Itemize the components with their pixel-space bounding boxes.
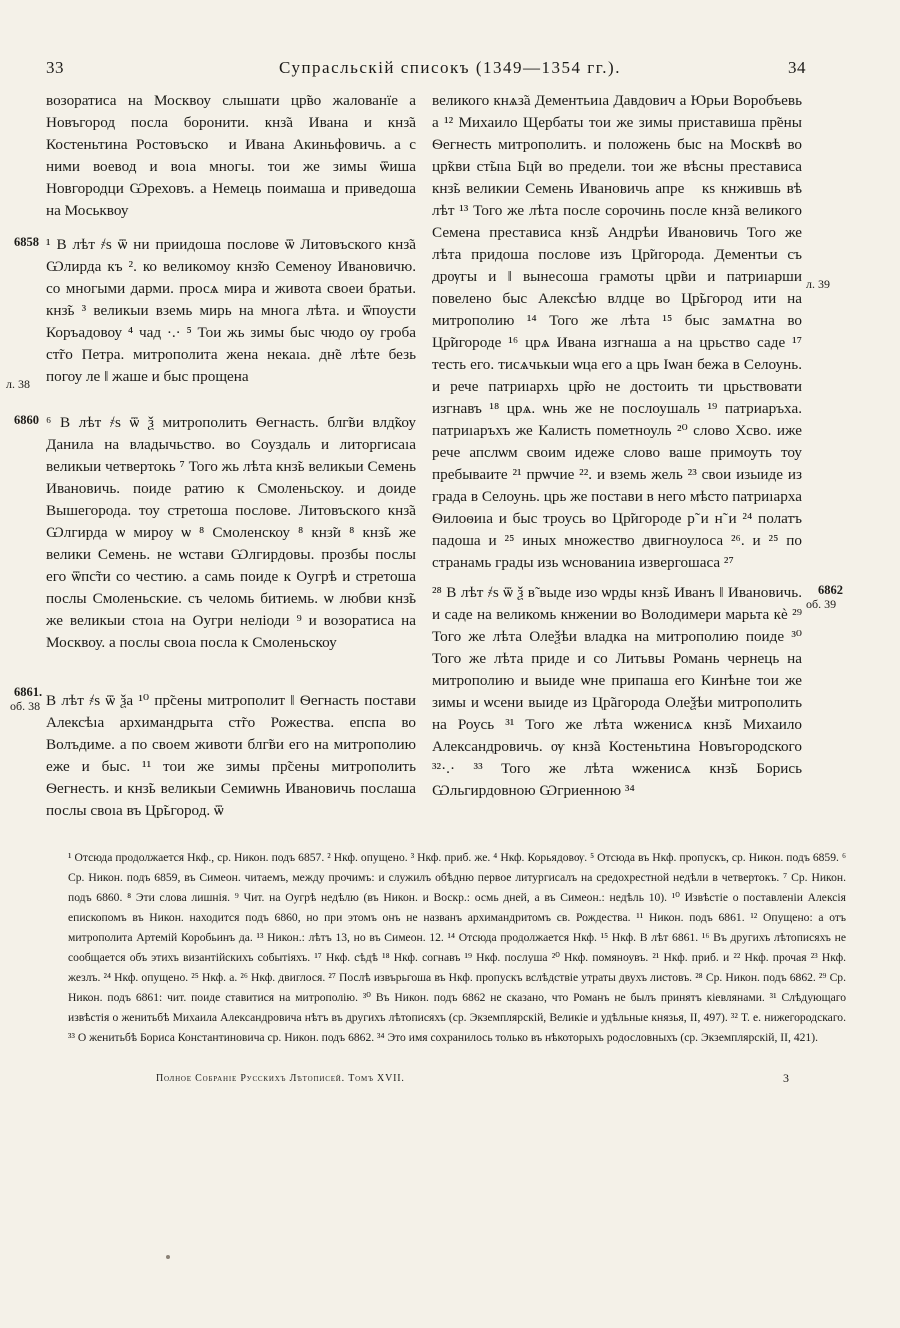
running-title: Супрасльскій списокъ (1349—1354 гг.). xyxy=(279,58,621,77)
footnotes: ¹ Отсюда продолжается Нкф., ср. Никон. подъ 6857. ² Нкф. опущено. ³ Нкф. приб. же. ⁴ Нкф. Корьядовѹ. ⁵ Отсюда въ Нкф. пропускъ, ср. Никон. подъ 6859. ⁶ Ср. Никон. подъ 6859, въ Симеон. читаемъ, между прочимъ: и служилъ обѣдню первое литургисалъ на средохрестной недѣли в четвертокъ. ⁷ Ср. Никон. подъ 6860. ⁸ Эти слова лишнія. ⁹ Чит. на Оугрѣ недѣлю (въ Никон. и Воскр.: осмь дней, а въ Симеон.: недѣль 10). ¹⁰ Извѣстіе о поставленіи Алексія епископомъ въ Никон. находится подъ 6860, но при этомъ онъ не названъ архимандритомъ св. Рождества. ¹¹ Никон. подъ 6861. ¹² Опущено: а отъ митрополита Артемій Коробьинъ да. ¹³ Никон.: лѣтъ 13, но въ Симеон. 12. ¹⁴ Отсюда продолжается Нкф. ¹⁵ Нкф. В лѣт 6861. ¹⁶ Въ другихъ лѣтописяхъ не сообщается объ этихъ византійскихъ событіяхъ. ¹⁷ Нкф. сѣдѣ ¹⁸ Нкф. согнавъ ¹⁹ Нкф. послуша ²⁰ Нкф. помяноувъ. ²¹ Нкф. приб. и ²² Нкф. прочая ²³ Нкф. жезлъ. ²⁴ Нкф. опущено. ²⁵ Нкф. а. ²⁶ Нкф. двиглося. ²⁷ Послѣ извърьгоша въ Нкф. пропускъ вслѣдствіе утраты двухъ листовъ. ²⁸ Ср. Никон. подъ 6862. ²⁹ Ср. Никон. подъ 6861: чит. поиде ставитися на митрополію. ³⁰ Въ Никон. подъ 6862 не сказано, что Романъ не былъ принятъ кіевлянами. ³¹ Слѣдующаго извѣстія о женитьбѣ Михаила Александровича нѣтъ въ другихъ лѣтописяхъ (ср. Экземплярскій, Великіе и удѣльные князья, II, 497). ³² Т. е. нижегородскаго. ³³ О женитьбѣ Бориса Константиновича ср. Никон. подъ 6862. ³⁴ Это имя сохранилось только въ нѣкоторыхъ родословныхъ (ср. Экземплярскій, II, 421). xyxy=(68,851,846,1044)
right-column xyxy=(432,90,802,574)
entry-6861 xyxy=(46,690,416,822)
paper-speck xyxy=(166,1255,170,1259)
year-note-6862: 6862 xyxy=(818,583,843,597)
folio-note-ob39: об. 39 xyxy=(806,597,837,611)
right-continuation-text: великого кнѧз̃а Дементьиıа Давдович а Юрьи Воробъевь а ¹² Михаило Щербаты тои же зимы приставиша пр̃ены Ѳегнесть митрополить. и положень быс на Москвѣ во цр̃кви ст̃ыıа Бц̃и во предели. тои же вѣсны престависа кнз̃ь великии Семень Ивановичь апреⷧ кѕ кнжившь вѣ лѣт ¹³ Того же лѣта после сорочинь после кнз̃а великого Семена престависа кнз̃ь Андрѣи Ивановичь Того же лѣта придоша послове изъ Цр̃игорода. Дементьи съ дрѹгы и ‖ вынесоша грамоты цр̃ви и патриıарши повелено быс Алексѣю влдце во Цр̃ьгород ити на митрополию ¹⁴ Того же лѣта ¹⁵ быс замѧтна во Цр̃игороде ¹⁶ црѧ Ивана изгнаша а на црьство саде ¹⁷ тесть его. тисѧчькыи ѡца его а црь Іѡан бежа в Селоунь. и рече патриıархь цр̃ю не достоить ти црьствовати изгнавъ ¹⁸ црѧ. ѡнь же не послоушаль ¹⁹ патриаръха. патриıаръхъ же Калисть пометноуль ²⁰ слово Хсво. иже рече апслѡм своим идеже слово ваше примоуть тоу пребываите ²¹ прѡчие ²². и вземь жель ²³ свои изыиде из града в Селоунь. црь же постави в него мѣсто патриıарха Ѳилоѳиıа и быс троусь во Цр̃игороде р̃ и н̃ и ²⁴ полатъ падоша и ²⁵ иных множество двигноулоса ²⁶. и ²⁵ по странамь грады изь ѡснованиıа извергошаса ²⁷ xyxy=(432,92,802,571)
page-number-right: 34 xyxy=(788,58,806,77)
entry-6861-text: В лѣт ҂ѕ ѿ ѯа ¹⁰ пр̃сены митрополит ‖ Ѳегнасть постави Алексѣıа архимандрыта ст̃го Рожества. епспа во Волъдиме. а по своем животи блг̃ви его на митрополию еже и быс. ¹¹ тои же зимы пр̃сены митрополить Ѳегнесть. и кнз̃ь великыи Семиѡнь Ивановичь послаша послы своıа въ Цр̃ьгород. ѿ xyxy=(46,692,416,819)
entry-6860-text: ⁶ В лѣт ҂ѕ ѿ ѯ митрополить Ѳегнасть. блг̃ви влд̃коу Данила на владычьство. во Соуздаль и литоргисаıа великыи четвертокь ⁷ Того жь лѣта кнз̃ь великыи Семень Ивановичь. поиде ратию к Смоленьскоу. и доиде Вышегорода. тоу стретоша послове. Литовъского кнз̃а Ѡлгирда ѡ мироу ѡ ⁸ Смоленскоу ⁸ кнз̃и ⁸ кнз̃ь же велики Семень. не ѡстави Ѡлгирдовы. прозбы послы его ѿпс̃ти со честию. а самь поиде к Оугрѣ и стретоша послы Смоленьские. съ челомь битиемь. ѡ любви кнз̃ь же великыи стоıа на Оугри неліоди ⁹ и возоратиса на Москвоу. а послы своıа посла к Смоленьскоу xyxy=(46,414,416,651)
year-note-6861: 6861. xyxy=(14,685,43,699)
entry-6858 xyxy=(46,234,416,388)
entry-6858-text: ¹ В лѣт ҂ѕ ѿ ни приидоша послове ѿ Литовъского кнз̃а Ѡлирда къ ². ко великомоу кнз̃ю Семеноу Ивановичю. со многыми дарми. просѧ мира и живота своеи братьи. кнз̃ь ³ великыи вземь мирь на многа лѣта. и ѿпоусти Коръадовоу ⁴ чад ·.· ⁵ Тои жь зимы быс чюдо оу гроба ст̃го Петра. митрополита жена некаıа. дн̃е лѣте безь погоу ле ‖ жаше и быс прощена xyxy=(46,236,416,385)
folio-note-39: л. 39 xyxy=(806,277,830,291)
year-note-6858: 6858 xyxy=(14,235,39,249)
signature-mark: 3 xyxy=(783,1071,789,1085)
entry-6860 xyxy=(46,412,416,654)
left-column xyxy=(46,90,416,222)
year-note-6860: 6860 xyxy=(14,413,39,427)
entry-6862 xyxy=(432,582,802,802)
folio-note-ob38: об. 38 xyxy=(10,699,41,713)
folio-note-38: л. 38 xyxy=(6,377,30,391)
page-number-left: 33 xyxy=(46,58,64,77)
imprint-line: Полное Собраніе Русскихъ Лѣтописей. Томъ XVII. xyxy=(156,1073,405,1084)
entry-6862-text: ²⁸ В лѣт ҂ѕ ѿ ѯ в̃ выде изо ѡрды кнз̃ь Иванъ ‖ Ивановичь. и саде на великомь кнжении во Володимери марьта кѐ ²⁹ Того же лѣта Олеѯѣи владка на митрополию поиде ³⁰ Того же лѣта приде и со Литьвы Романь чернець на митрополию и выиде ѡне припаша его Кинѣне тои же зимы и ѡсени выиде из Цр̃агорода Олеѯѣи митрополить на Роусь ³¹ Того же лѣта ѡженисѧ кнз̃ь Михаило Александровичь. ѹ кнз̃а Костеньтина Новъгородского ³²·.· ³³ Того же лѣта ѡженисѧ кнз̃ь Борись Ѡльгирдовною Ѡгриенною ³⁴ xyxy=(432,584,802,799)
left-continuation-text: возоратиса на Москвоу слышати цр̃во жалованїе а Новъгород посла боронити. кнз̃а Ивана и кнз̃а Костеньтина Ростовъскоⷢ и Ивана Акиньфовичь. а с ними воевод и воıа многы. тои же зимы ѿиша Новгородци Ѡреховъ. а Немець поимаша и приведоша на Моськвоу xyxy=(46,92,416,219)
